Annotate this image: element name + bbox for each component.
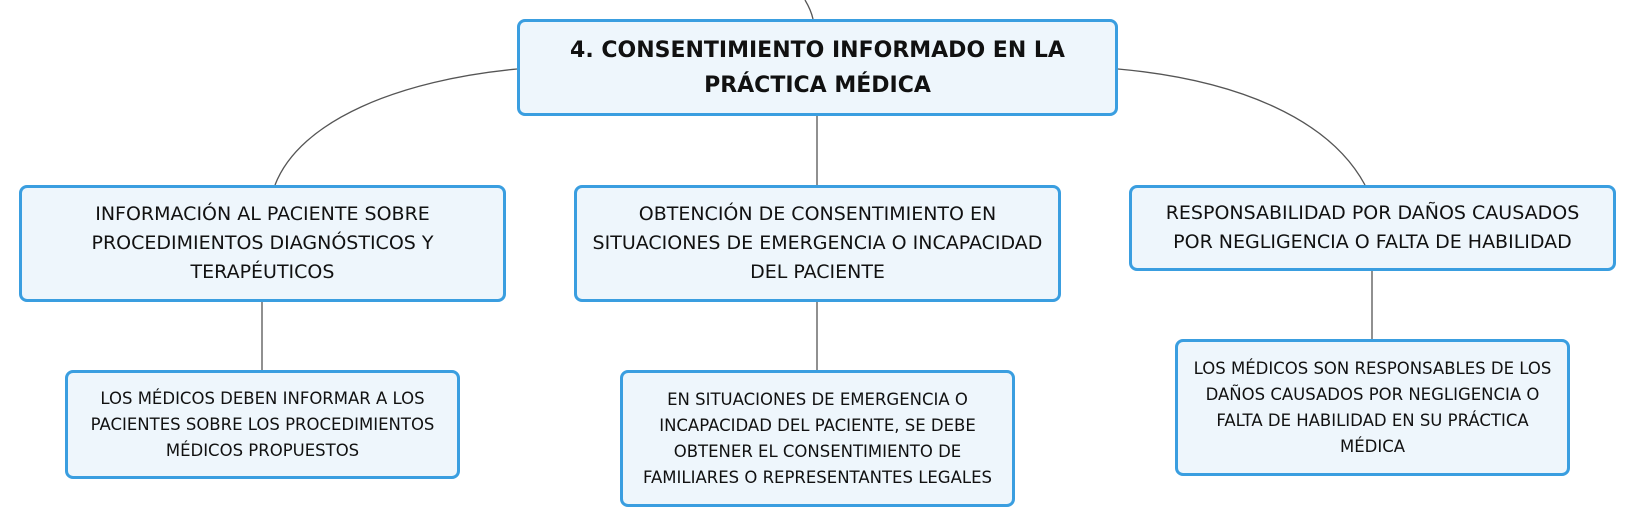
root-topic-title: 4. CONSENTIMIENTO INFORMADO EN LA PRÁCTICA MÉDICA (570, 37, 1065, 98)
detail-node-inform-patients[interactable] (65, 370, 460, 479)
detail-node-family-consent[interactable] (620, 370, 1015, 507)
branch-node-patient-information[interactable] (19, 185, 506, 302)
connector-root-to-branch-1 (275, 69, 517, 185)
branch-node-liability-negligence[interactable] (1129, 185, 1616, 271)
connector-parent-to-root (805, 0, 813, 19)
detail-node-doctors-responsible[interactable] (1175, 339, 1570, 476)
branch-topic-label: OBTENCIÓN DE CONSENTIMIENTO EN SITUACIONES DE EMERGENCIA O INCAPACIDAD DEL PACIENTE (592, 203, 1043, 283)
detail-topic-label: EN SITUACIONES DE EMERGENCIA O INCAPACIDAD DEL PACIENTE, SE DEBE OBTENER EL CONSENTIMIENTO DE FAMILIARES O REPRESENTANTES LEGALES (643, 389, 992, 487)
branch-topic-label: INFORMACIÓN AL PACIENTE SOBRE PROCEDIMIENTOS DIAGNÓSTICOS Y TERAPÉUTICOS (91, 203, 434, 283)
connector-root-to-branch-3 (1118, 69, 1365, 185)
detail-topic-label: LOS MÉDICOS SON RESPONSABLES DE LOS DAÑOS CAUSADOS POR NEGLIGENCIA O FALTA DE HABILIDAD EN SU PRÁCTICA MÉDICA (1193, 358, 1552, 456)
branch-topic-label: RESPONSABILIDAD POR DAÑOS CAUSADOS POR NEGLIGENCIA O FALTA DE HABILIDAD (1165, 202, 1580, 253)
branch-node-emergency-consent[interactable] (574, 185, 1061, 302)
root-topic-node[interactable] (517, 19, 1118, 116)
detail-topic-label: LOS MÉDICOS DEBEN INFORMAR A LOS PACIENTES SOBRE LOS PROCEDIMIENTOS MÉDICOS PROPUESTOS (90, 388, 435, 460)
